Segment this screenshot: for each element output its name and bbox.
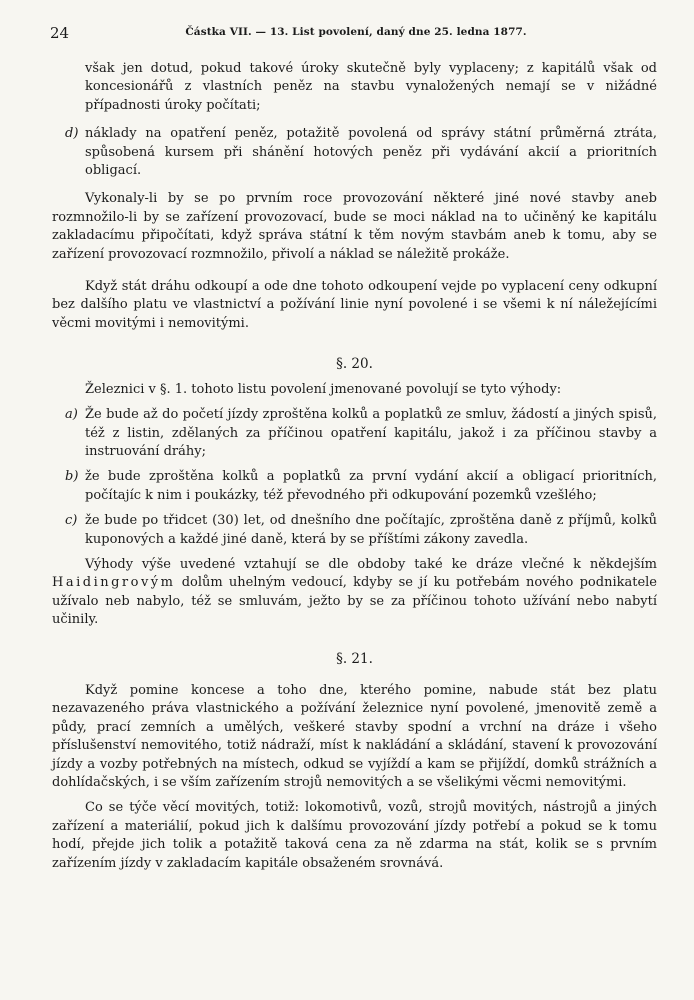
- section-heading-21: §. 21.: [336, 650, 373, 667]
- paragraph-text: dolům uhelným vedoucí, kdyby se jí ku potřebám nového podnikatele užívalo neb nabylo, též se smluvám, ježto by se za příčinou tohoto užívání nebo nabytí učinily.: [52, 575, 657, 628]
- paragraph: Co se týče věcí movitých, totiž: lokomotivů, vozů, strojů movitých, nástrojů a jiných zařízení a materiálií, pokud jich k dalšímu provozování jízdy potřebí a pokud se k tomu hodí, přejde jich tolik a potažitě taková cena za ně zdarma na stát, kolik se s prvním zařízením jízdy v zakladacím kapitále obsaženém srovnává.: [52, 800, 657, 871]
- paragraph: Když pomine koncese a toho dne, kterého pomine, nabude stát bez platu nezavazeného práva vlastnického a požívání železnice nyní povolené, jmenovitě země a půdy, prací zemních a umělých, veškeré stavby spodní a vrchní na dráze i všeho příslušenství nemovitého, totiž nádraží, míst k nakládání a skládání, stavení k provozování jízdy a vozby potřebných na místech, odkud se vyjíždí a kam se přijíždí, domků strážních a dohlídačských, i se vším zařízením strojů nemovitých a se všelikými věcmi nemovitými.: [52, 682, 657, 790]
- running-head: Částka VII. — 13. List povolení, daný dne 25. ledna 1877.: [185, 26, 527, 38]
- list-item-d: [52, 125, 657, 180]
- paragraph-text: však jen dotud, pokud takové úroky skutečně byly vyplaceny; z kapitálů však od koncesionářů z vlastních peněz na stavbu vynaložených nemají se v nižádné případnosti úroky počítati;: [85, 61, 657, 113]
- page-header: [50, 22, 662, 44]
- item-marker: b): [65, 469, 79, 485]
- item-text: náklady na opatření peněz, potažitě povolená od správy státní průměrná ztráta, spůsobená kursem při shánění hotových peněz při vydávání akcií a prioritních obligací.: [85, 126, 657, 179]
- item-text: Že bude až do početí jízdy zproštěna kolků a poplatků ze smluv, žádostí a jiných spisů, též z listin, zdělaných za příčinou opatření kapitálu, jakož i za příčinou stavby a instruování dráhy;: [85, 407, 657, 459]
- page-body: [52, 60, 657, 873]
- item-text: že bude po třidcet (30) let, od dnešního dne počítajíc, zproštěna daně z příjmů, kolků kuponových a každé jiné daně, která by se příštími zákony zavedla.: [85, 513, 657, 547]
- page-number: 24: [50, 24, 70, 42]
- item-marker: d): [65, 126, 79, 142]
- item-marker: c): [65, 513, 78, 529]
- paragraph: [52, 556, 657, 630]
- item-text: že bude zproštěna kolků a poplatků za první vydání akcií a obligací prioritních, počítajíc k nim i poukázky, též převodného při odkupování pozemků vzešlého;: [85, 469, 657, 503]
- paragraph: Železnici v §. 1. tohoto listu povolení jmenované povolují se tyto výhody:: [85, 381, 562, 397]
- paragraph: Když stát dráhu odkoupí a ode dne tohoto odkoupení vejde po vyplacení ceny odkupní bez dalšího platu ve vlastnictví a požívání linie nyní povolené i se všemi k ní náležejícími věcmi movitými i nemovitými.: [52, 279, 657, 331]
- paragraph-text: Výhody výše uvedené vztahují se dle obdoby také ke dráze vlečné k někdejším: [85, 556, 657, 572]
- section-heading-20: §. 20.: [336, 356, 373, 373]
- item-marker: a): [65, 407, 78, 423]
- list-item-a: [52, 406, 657, 461]
- continued-paragraph: [52, 60, 657, 115]
- paragraph: Vykonaly-li by se po prvním roce provozování některé jiné nové stavby aneb rozmnožilo-li by se zařízení provozovací, bude se moci náklad na to učiněný ke kapitálu zakladacímu připočítati, když správa státní k těm novým stavbám aneb k tomu, aby se zařízení provozovací rozmnožilo, přivolí a náklad se náležitě prokáže.: [52, 191, 657, 262]
- list-item-c: [52, 512, 657, 549]
- spaced-name: Haidingrovým: [52, 575, 176, 591]
- list-item-b: [52, 468, 657, 505]
